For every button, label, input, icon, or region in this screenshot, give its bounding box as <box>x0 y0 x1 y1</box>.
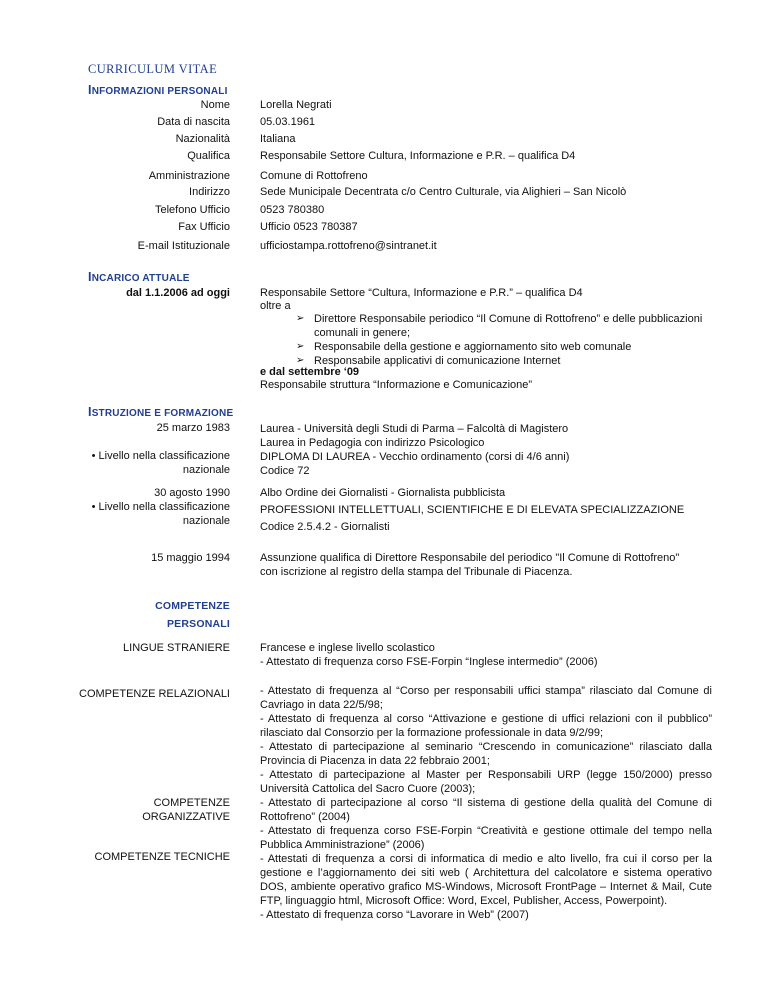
label-qualifica: Qualifica <box>187 150 230 162</box>
value-indirizzo: Sede Municipale Decentrata c/o Centro Culturale, via Alighieri – San Nicolò <box>260 186 627 198</box>
education-2-level: • Livello nella classificazione nazionale <box>91 501 230 527</box>
competenza-paragraph: - Attestato di partecipazione al Master per Responsabili URP (legge 150/2000) presso Università Cattolica del Sacro Cuore (2003); <box>260 769 712 795</box>
label-fax: Fax Ufficio <box>178 221 230 233</box>
arrow-bullet-icon: ➢ <box>296 313 305 324</box>
cv-title: CURRICULUM VITAE <box>88 62 218 76</box>
education-1-date: 25 marzo 1983 <box>156 422 230 434</box>
label-competenze-organizzative: COMPETENZE ORGANIZZATIVE <box>142 797 230 823</box>
label-indirizzo: Indirizzo <box>189 186 230 198</box>
education-line: Codice 2.5.4.2 - Giornalisti <box>260 521 390 533</box>
education-line: PROFESSIONI INTELLETTUALI, SCIENTIFICHE E DI ELEVATA SPECIALIZZAZIONE <box>260 504 685 516</box>
education-1-details <box>260 422 720 478</box>
lingue-details <box>260 641 720 669</box>
incarico-since: e dal settembre ‘09 <box>260 366 360 378</box>
education-1-level: • Livello nella classificazione nazionale <box>91 450 230 476</box>
section-heading-competenze <box>78 597 230 633</box>
value-qualifica: Responsabile Settore Cultura, Informazione e P.R. – qualifica D4 <box>260 150 576 162</box>
value-nome: Lorella Negrati <box>260 99 332 111</box>
label-lingue-straniere: LINGUE STRANIERE <box>123 642 230 654</box>
lingue-line: - Attestato di frequenza corso FSE-Forpin “Inglese intermedio” (2006) <box>260 656 598 668</box>
value-fax: Ufficio 0523 780387 <box>260 221 358 233</box>
competenza-paragraph: - Attestato di partecipazione al seminario “Crescendo in comunicazione” rilasciato dalla Provincia di Piacenza in data 22 febbraio 2001; <box>260 741 712 767</box>
list-item <box>296 312 716 340</box>
heading-line: COMPETENZE <box>155 600 230 612</box>
arrow-bullet-icon: ➢ <box>296 341 305 352</box>
arrow-bullet-icon: ➢ <box>296 355 305 366</box>
list-item-text: Responsabile della gestione e aggiornamento sito web comunale <box>314 341 632 353</box>
value-amministrazione: Comune di Rottofreno <box>260 170 368 182</box>
education-line: Codice 72 <box>260 465 310 477</box>
competenza-paragraph: - Attestati di frequenza a corsi di informatica di medio e alto livello, fra cui il corso per la gestione e l’aggiornamento dei siti web ( Architettura del calcolatore e sistema operativo DOS, ambiente operativo grafico MS-Windows, Microsoft FrontPage – Internet & Mail, Cute FTP, linguaggio html, Microsoft Office: Word, Excel, Publisher, Access, Powerpoint). <box>260 853 712 907</box>
heading-rest: STRUZIONE E FORMAZIONE <box>91 408 234 419</box>
competenza-paragraph: - Attestato di frequenza al corso “Attivazione e gestione di uffici relazioni con il pubblico” rilasciato dal Consorzio per la formazione professionale in data 9/2/99; <box>260 713 712 739</box>
education-3-date: 15 maggio 1994 <box>151 552 230 564</box>
education-line: Laurea - Università degli Studi di Parma – Falcoltà di Magistero <box>260 423 569 435</box>
list-item <box>296 340 716 354</box>
heading-rest: NCARICO ATTUALE <box>91 273 190 284</box>
value-nazionalita: Italiana <box>260 133 296 145</box>
competenza-paragraph: - Attestato di frequenza corso FSE-Forpin “Creatività e gestione ottimale del tempo nella Pubblica Amministrazione” (2006) <box>260 825 712 851</box>
list-item-text: Direttore Responsabile periodico “Il Comune di Rottofreno” e delle pubblicazioni comunali in genere; <box>314 313 703 339</box>
label-competenze-tecniche: COMPETENZE TECNICHE <box>94 851 230 863</box>
competenza-paragraph: - Attestato di frequenza al “Corso per responsabili uffici stampa” rilasciato dal Comune di Cavriago in data 22/5/98; <box>260 685 712 711</box>
incarico-date: dal 1.1.2006 ad oggi <box>126 287 230 299</box>
label-nazionalita: Nazionalità <box>175 133 230 145</box>
competenze-details <box>260 684 712 922</box>
incarico-bullet-list <box>296 312 716 368</box>
incarico-since-role: Responsabile struttura “Informazione e Comunicazione” <box>260 379 533 391</box>
education-line: DIPLOMA DI LAUREA - Vecchio ordinamento (corsi di 4/6 anni) <box>260 451 570 463</box>
label-email: E-mail Istituzionale <box>137 240 230 252</box>
education-line: Albo Ordine dei Giornalisti - Giornalista pubblicista <box>260 487 506 499</box>
competenza-paragraph: - Attestato di frequenza corso “Lavorare in Web” (2007) <box>260 909 529 921</box>
label-amministrazione: Amministrazione <box>148 170 230 182</box>
section-heading-istruzione <box>88 405 233 421</box>
value-data-nascita: 05.03.1961 <box>260 116 316 128</box>
label-nome: Nome <box>200 99 230 111</box>
section-heading-incarico <box>88 270 190 286</box>
label-competenze-relazionali: COMPETENZE RELAZIONALI <box>79 688 230 700</box>
value-email: ufficiostampa.rottofreno@sintranet.it <box>260 240 437 252</box>
competenza-paragraph: - Attestato di partecipazione al corso “Il sistema di gestione della qualità del Comune di Rottofreno” (2004) <box>260 797 712 823</box>
section-heading-personal <box>88 83 228 99</box>
incarico-oltre: oltre a <box>260 300 291 312</box>
education-2-date: 30 agosto 1990 <box>154 487 230 499</box>
label-telefono: Telefono Ufficio <box>154 204 230 216</box>
incarico-role: Responsabile Settore “Cultura, Informazione e P.R.” – qualifica D4 <box>260 287 583 299</box>
education-line: Laurea in Pedagogia con indirizzo Psicologico <box>260 437 485 449</box>
value-telefono: 0523 780380 <box>260 204 325 216</box>
education-2-details <box>260 486 720 534</box>
list-item-text: Responsabile applicativi di comunicazione Internet <box>314 355 561 367</box>
heading-initial: I <box>88 270 92 284</box>
heading-initial: I <box>88 83 92 97</box>
education-3-text: Assunzione qualifica di Direttore Responsabile del periodico "Il Comune di Rottofreno" con iscrizione al registro della stampa del Tribunale di Piacenza. <box>260 552 680 578</box>
heading-line: PERSONALI <box>166 618 230 630</box>
label-data-nascita: Data di nascita <box>157 116 230 128</box>
heading-rest: NFORMAZIONI PERSONALI <box>91 86 228 97</box>
heading-initial: I <box>88 405 92 419</box>
lingue-line: Francese e inglese livello scolastico <box>260 642 435 654</box>
